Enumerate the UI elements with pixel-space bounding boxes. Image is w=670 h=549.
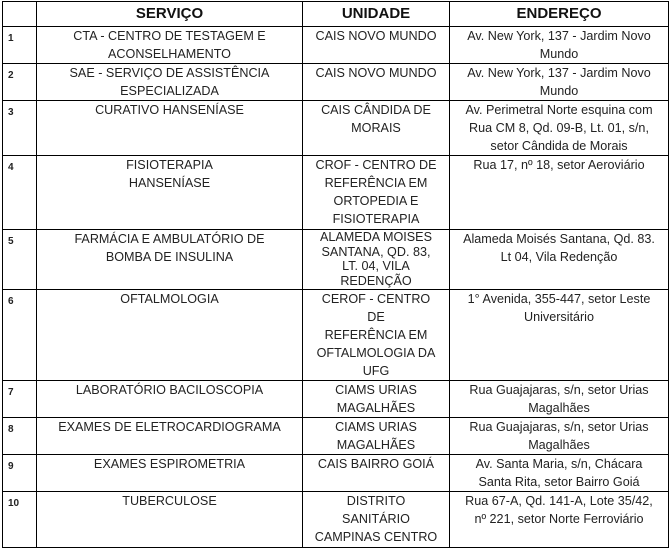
header-endereco: ENDEREÇO bbox=[450, 2, 669, 27]
endereco-cell: Av. New York, 137 - Jardim Novo Mundo bbox=[467, 66, 651, 98]
table-row bbox=[3, 418, 669, 455]
header-number bbox=[3, 2, 37, 27]
endereco-cell: Av. Santa Maria, s/n, Chácara Santa Rita, setor Bairro Goiá bbox=[475, 457, 643, 489]
table-row bbox=[3, 230, 669, 290]
table-row bbox=[3, 290, 669, 381]
header-servico: SERVIÇO bbox=[37, 2, 303, 27]
unidade-cell: CEROF - CENTRO DE REFERÊNCIA EM OFTALMOLOGIA DA UFG bbox=[316, 292, 436, 378]
unidade-cell: ALAMEDA MOISES SANTANA, QD. 83, LT. 04, VILA REDENÇÃO bbox=[320, 230, 432, 288]
table-row bbox=[3, 455, 669, 492]
servico-cell: OFTALMOLOGIA bbox=[120, 292, 219, 306]
row-number: 6 bbox=[3, 290, 37, 381]
servico-cell: CURATIVO HANSENÍASE bbox=[95, 103, 244, 117]
row-number: 2 bbox=[3, 64, 37, 101]
table-row bbox=[3, 381, 669, 418]
endereco-cell: Rua Guajajaras, s/n, setor Urias Magalhães bbox=[469, 420, 649, 452]
unidade-cell: CAIS NOVO MUNDO bbox=[315, 29, 437, 43]
endereco-cell: Rua 67-A, Qd. 141-A, Lote 35/42, nº 221, setor Norte Ferroviário bbox=[465, 494, 653, 526]
unidade-cell: CIAMS URIAS MAGALHÃES bbox=[335, 383, 417, 415]
table-row bbox=[3, 64, 669, 101]
row-number: 9 bbox=[3, 455, 37, 492]
servico-cell: FARMÁCIA E AMBULATÓRIO DE BOMBA DE INSULINA bbox=[74, 232, 265, 264]
unidade-cell: CAIS CÂNDIDA DE MORAIS bbox=[321, 103, 431, 135]
endereco-cell: Av. Perimetral Norte esquina com Rua CM 8, Qd. 09-B, Lt. 01, s/n, setor Cândida de Morais bbox=[465, 103, 653, 153]
row-number: 10 bbox=[3, 492, 37, 548]
servico-cell: LABORATÓRIO BACILOSCOPIA bbox=[75, 383, 264, 397]
table-row bbox=[3, 27, 669, 64]
servico-cell: EXAMES DE ELETROCARDIOGRAMA bbox=[58, 420, 281, 434]
servico-cell: TUBERCULOSE bbox=[122, 494, 217, 508]
header-unidade: UNIDADE bbox=[303, 2, 450, 27]
row-number: 4 bbox=[3, 156, 37, 230]
servico-cell: CTA - CENTRO DE TESTAGEM E ACONSELHAMENTO bbox=[73, 29, 266, 61]
unidade-cell: CAIS BAIRRO GOIÁ bbox=[317, 457, 435, 471]
endereco-cell: Rua Guajajaras, s/n, setor Urias Magalhães bbox=[469, 383, 649, 415]
endereco-cell: Av. New York, 137 - Jardim Novo Mundo bbox=[467, 29, 651, 61]
unidade-cell: CIAMS URIAS MAGALHÃES bbox=[335, 420, 417, 452]
row-number: 7 bbox=[3, 381, 37, 418]
table-row bbox=[3, 492, 669, 548]
unidade-cell: CAIS NOVO MUNDO bbox=[315, 66, 437, 80]
row-number: 1 bbox=[3, 27, 37, 64]
endereco-cell: Alameda Moisés Santana, Qd. 83. Lt 04, Vila Redenção bbox=[463, 232, 655, 264]
unidade-cell: CROF - CENTRO DE REFERÊNCIA EM ORTOPEDIA E FISIOTERAPIA bbox=[315, 158, 437, 226]
services-table bbox=[2, 1, 669, 548]
row-number: 3 bbox=[3, 101, 37, 156]
row-number: 8 bbox=[3, 418, 37, 455]
endereco-cell: Rua 17, nº 18, setor Aeroviário bbox=[473, 158, 645, 172]
endereco-cell: 1° Avenida, 355-447, setor Leste Universitário bbox=[467, 292, 651, 324]
row-number: 5 bbox=[3, 230, 37, 290]
servico-cell: FISIOTERAPIA HANSENÍASE bbox=[126, 158, 213, 190]
unidade-cell: DISTRITO SANITÁRIO CAMPINAS CENTRO bbox=[314, 494, 438, 544]
header-row bbox=[3, 2, 669, 27]
servico-cell: EXAMES ESPIROMETRIA bbox=[93, 457, 246, 471]
servico-cell: SAE - SERVIÇO DE ASSISTÊNCIA ESPECIALIZADA bbox=[69, 66, 270, 98]
table-row bbox=[3, 101, 669, 156]
table-row bbox=[3, 156, 669, 230]
